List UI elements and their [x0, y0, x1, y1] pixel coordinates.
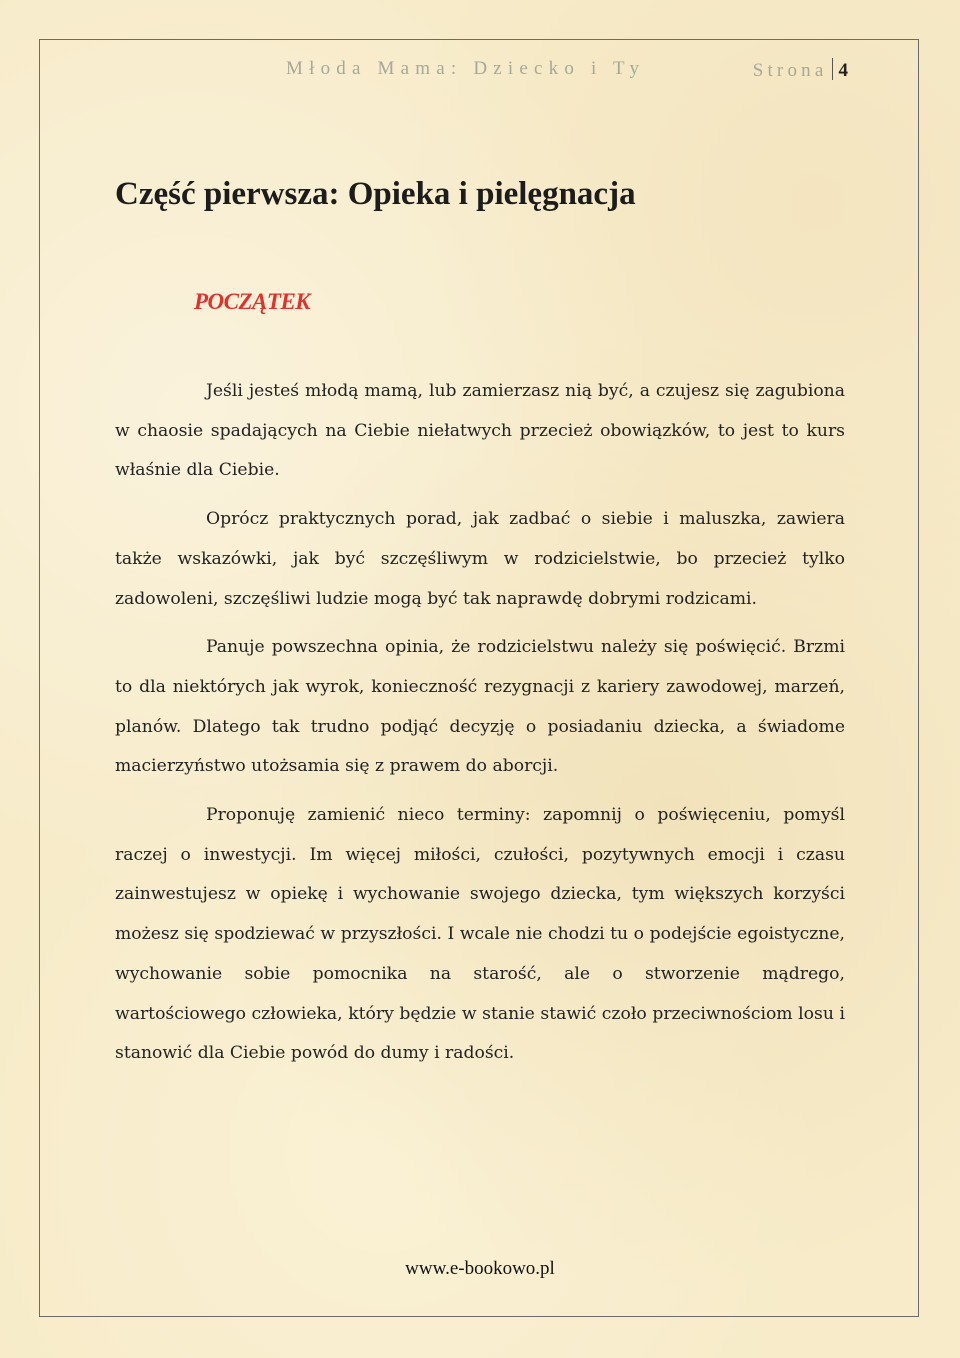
section-title: POCZĄTEK [194, 289, 311, 314]
header-page-indicator [753, 58, 848, 82]
header-page-number: 4 [838, 60, 848, 81]
page-header [0, 58, 960, 82]
chapter-title: Część pierwsza: Opieka i pielęgnacja [115, 176, 636, 212]
paragraph: Oprócz praktycznych porad, jak zadbać o siebie i maluszka, zawiera także wskazówki, jak być szczęśliwym w rodzicielstwie, bo przecież tylko zadowoleni, szczęśliwi ludzie mogą być tak naprawdę dobrymi rodzicami. [115, 509, 845, 609]
paragraph: Jeśli jesteś młodą mamą, lub zamierzasz nią być, a czujesz się zagubiona w chaosie spadających na Ciebie niełatwych przecież obowiązków, to jest to kurs właśnie dla Ciebie. [115, 381, 845, 481]
paragraph: Panuje powszechna opinia, że rodzicielstwu należy się poświęcić. Brzmi to dla niektórych jak wyrok, konieczność rezygnacji z kariery zawodowej, marzeń, planów. Dlatego tak trudno podjąć decyzję o posiadaniu dziecka, a świadome macierzyństwo utożsamia się z prawem do aborcji. [115, 637, 845, 777]
footer-url: www.e-bookowo.pl [405, 1258, 555, 1279]
header-title: Młoda Mama: Dziecko i Ty [286, 58, 646, 79]
header-separator [832, 58, 833, 80]
header-page-label: Strona [752, 60, 828, 81]
paragraph: Proponuję zamienić nieco terminy: zapomnij o poświęceniu, pomyśl raczej o inwestycji. Im więcej miłości, czułości, pozytywnych emocji i czasu zainwestujesz w opiekę i wychowanie swojego dziecka, tym większych korzyści możesz się spodziewać w przyszłości. I wcale nie chodzi tu o podejście egoistyczne, wychowanie sobie pomocnika na starość, ale o stworzenie mądrego, wartościowego człowieka, który będzie w stanie stawić czoło przeciwnościom losu i stanowić dla Ciebie powód do dumy i radości. [115, 805, 845, 1064]
body-text [115, 372, 845, 1083]
